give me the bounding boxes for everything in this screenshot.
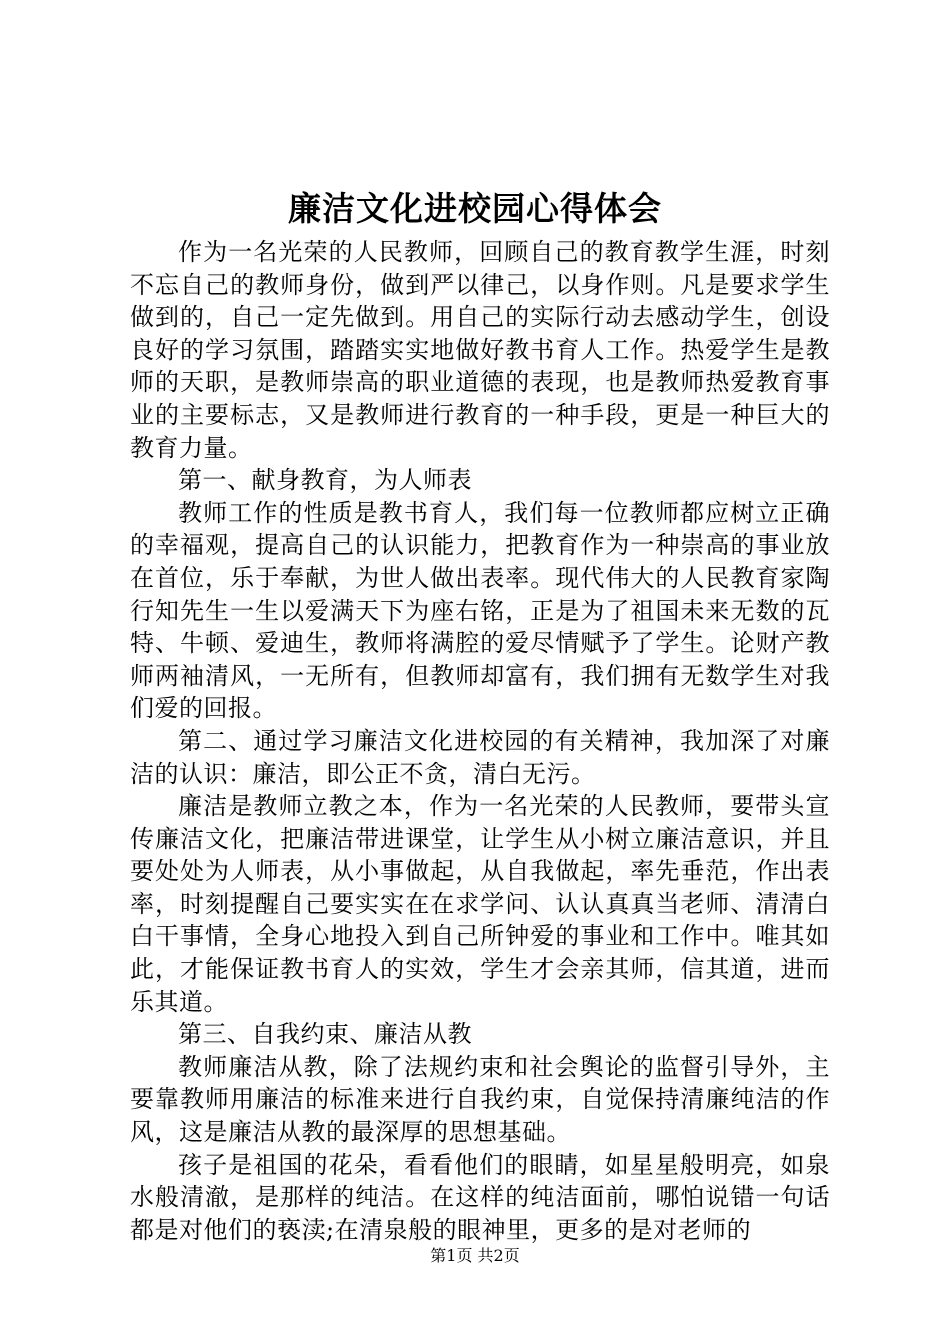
document-title: 廉洁文化进校园心得体会 — [288, 189, 662, 228]
paragraph-intro: 作为一名光荣的人民教师，回顾自己的教育教学生涯，时刻不忘自己的教师身份，做到严以律己，以身作则。凡是要求学生做到的，自己一定先做到。用自己的实际行动去感动学生，创设良好的学习氛围，踏踏实实地做好教书育人工作。热爱学生是教师的天职，是教师崇高的职业道德的表现，也是教师热爱教育事业的主要标志，又是教师进行教育的一种手段，更是一种巨大的教育力量。 — [130, 238, 830, 462]
paragraph-section-3: 教师廉洁从教，除了法规约束和社会舆论的监督引导外，主要靠教师用廉洁的标准来进行自我约束，自觉保持清廉纯洁的作风，这是廉洁从教的最深厚的思想基础。 — [130, 1052, 830, 1147]
paragraph-section-1: 教师工作的性质是教书育人，我们每一位教师都应树立正确的幸福观，提高自己的认识能力，把教育作为一种崇高的事业放在首位，乐于奉献，为世人做出表率。现代伟大的人民教育家陶行知先生一生以爱满天下为座右铭，正是为了祖国未来无数的瓦特、牛顿、爱迪生，教师将满腔的爱尽情赋予了学生。论财产教师两袖清风，一无所有，但教师却富有，我们拥有无数学生对我们爱的回报。 — [130, 498, 830, 723]
section-heading-2: 第二、通过学习廉洁文化进校园的有关精神，我加深了对廉洁的认识：廉洁，即公正不贪，清白无污。 — [130, 726, 830, 788]
paragraph-children: 孩子是祖国的花朵，看看他们的眼睛，如星星般明亮，如泉水般清澈，是那样的纯洁。在这样的纯洁面前，哪怕说错一句话都是对他们的亵渎;在清泉般的眼神里，更多的是对老师的 — [130, 1150, 830, 1244]
section-heading-3: 第三、自我约束、廉洁从教 — [178, 1020, 472, 1049]
document-body — [130, 236, 830, 1246]
paragraph-section-2: 廉洁是教师立教之本，作为一名光荣的人民教师，要带头宣传廉洁文化，把廉洁带进课堂，让学生从小树立廉洁意识，并且要处处为人师表，从小事做起，从自我做起，率先垂范，作出表率，时刻提醒自己要实实在在求学问、认认真真当老师、清清白白干事情，全身心地投入到自己所钟爱的事业和工作中。唯其如此，才能保证教书育人的实效，学生才会亲其师，信其道，进而乐其道。 — [130, 792, 830, 1016]
page-number-footer: 第1页 共2页 — [430, 1246, 520, 1265]
section-heading-1: 第一、献身教育，为人师表 — [178, 466, 472, 495]
